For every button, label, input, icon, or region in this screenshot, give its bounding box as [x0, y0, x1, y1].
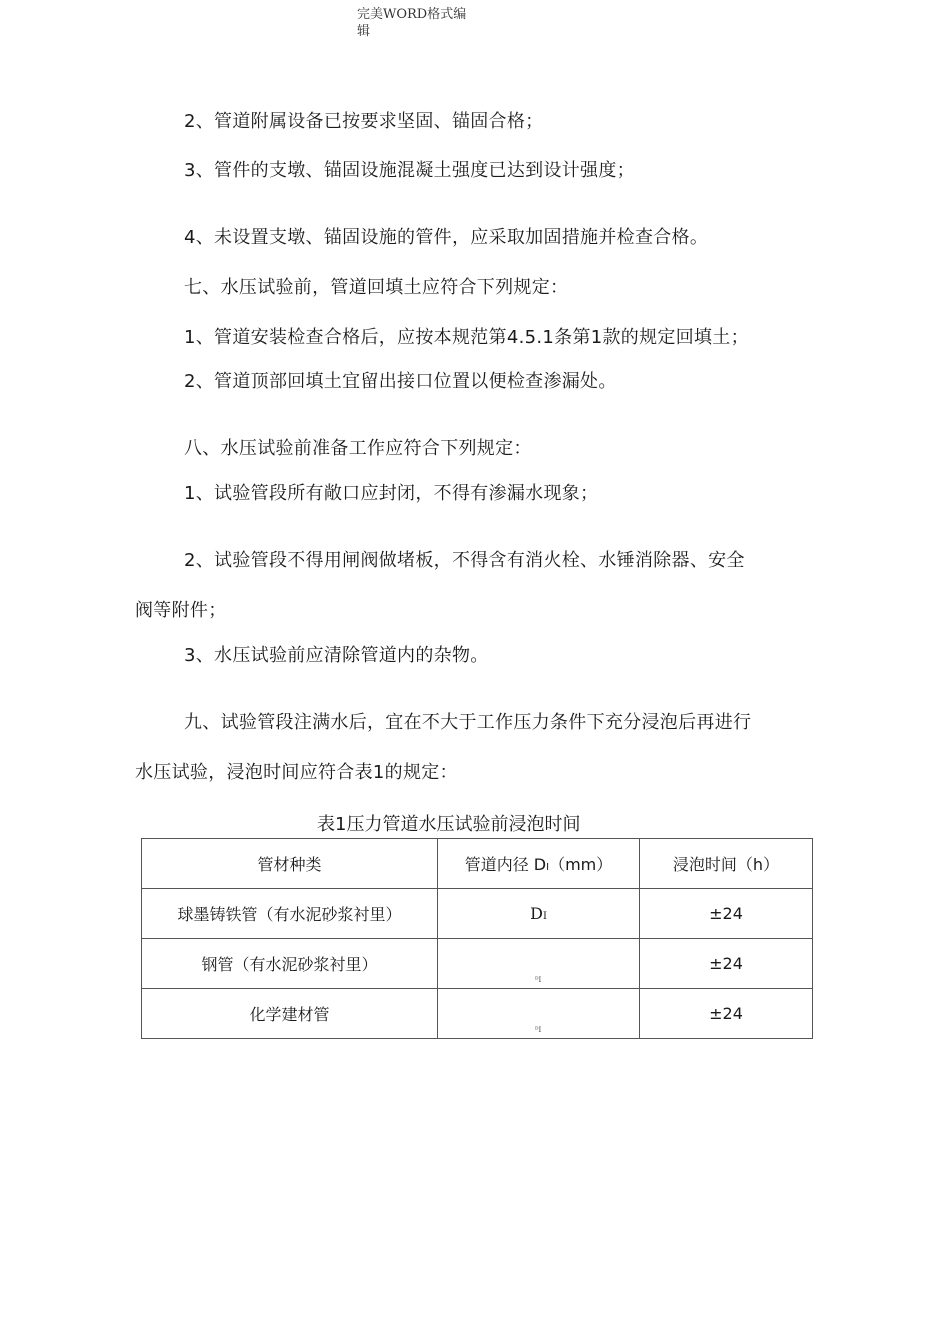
paragraph-item-3: 3、管件的支墩、锚固设施混凝土强度已达到设计强度； — [184, 160, 635, 181]
paragraph-prep-2: 2、试验管段不得用闸阀做堵板，不得含有消火栓、水锤消除器、安全 — [184, 550, 745, 571]
cell-material: 钢管（有水泥砂浆衬里） — [142, 939, 438, 989]
cell-diameter — [438, 989, 640, 1039]
header-diameter-sub: I — [546, 862, 550, 873]
cell-time: ±24 — [640, 989, 813, 1039]
table-caption: 表1压力管道水压试验前浸泡时间 — [317, 814, 581, 835]
cell-time: ±24 — [640, 939, 813, 989]
cell-diameter — [438, 889, 640, 939]
table-header-row — [142, 839, 813, 889]
header-line-1: 完美WORD格式编 — [357, 7, 467, 22]
table-row — [142, 939, 813, 989]
cell-material: 化学建材管 — [142, 989, 438, 1039]
cell-diameter-main: D — [530, 904, 543, 923]
table-row — [142, 989, 813, 1039]
paragraph-backfill-2: 2、管道顶部回填土宜留出接口位置以便检查渗漏处。 — [184, 371, 617, 392]
header-material: 管材种类 — [142, 839, 438, 889]
cell-diameter-sub: I — [542, 911, 547, 922]
header-diameter — [438, 839, 640, 889]
paragraph-item-2: 2、管道附属设备已按要求坚固、锚固合格； — [184, 111, 544, 132]
paragraph-prep-1: 1、试验管段所有敞口应封闭，不得有渗漏水现象； — [184, 483, 599, 504]
section-heading-9: 九、试验管段注满水后，宜在不大于工作压力条件下充分浸泡后再进行 — [184, 712, 752, 733]
paragraph-prep-3: 3、水压试验前应清除管道内的杂物。 — [184, 645, 489, 666]
header-diameter-unit: （mm） — [549, 855, 613, 874]
table-row — [142, 889, 813, 939]
section-9-cont: 水压试验，浸泡时间应符合表1的规定： — [135, 762, 458, 783]
cell-diameter-tiny: ᴰI — [535, 1026, 542, 1034]
page-header — [357, 6, 482, 40]
header-time: 浸泡时间（h） — [640, 839, 813, 889]
header-diameter-label: 管道内径 D — [464, 855, 547, 874]
paragraph-backfill-1: 1、管道安装检查合格后，应按本规范第4.5.1条第1款的规定回填土； — [184, 327, 749, 348]
section-heading-7: 七、水压试验前，管道回填土应符合下列规定： — [184, 277, 569, 298]
header-line-2: 辑 — [357, 24, 371, 39]
cell-diameter — [438, 939, 640, 989]
paragraph-prep-2-cont: 阀等附件； — [135, 600, 227, 621]
cell-time: ±24 — [640, 889, 813, 939]
cell-diameter-tiny: ᴰI — [535, 976, 542, 984]
paragraph-item-4: 4、未设置支墩、锚固设施的管件，应采取加固措施并检查合格。 — [184, 227, 709, 248]
section-heading-8: 八、水压试验前准备工作应符合下列规定： — [184, 438, 532, 459]
cell-material: 球墨铸铁管（有水泥砂浆衬里） — [142, 889, 438, 939]
soaking-time-table — [141, 838, 813, 1039]
